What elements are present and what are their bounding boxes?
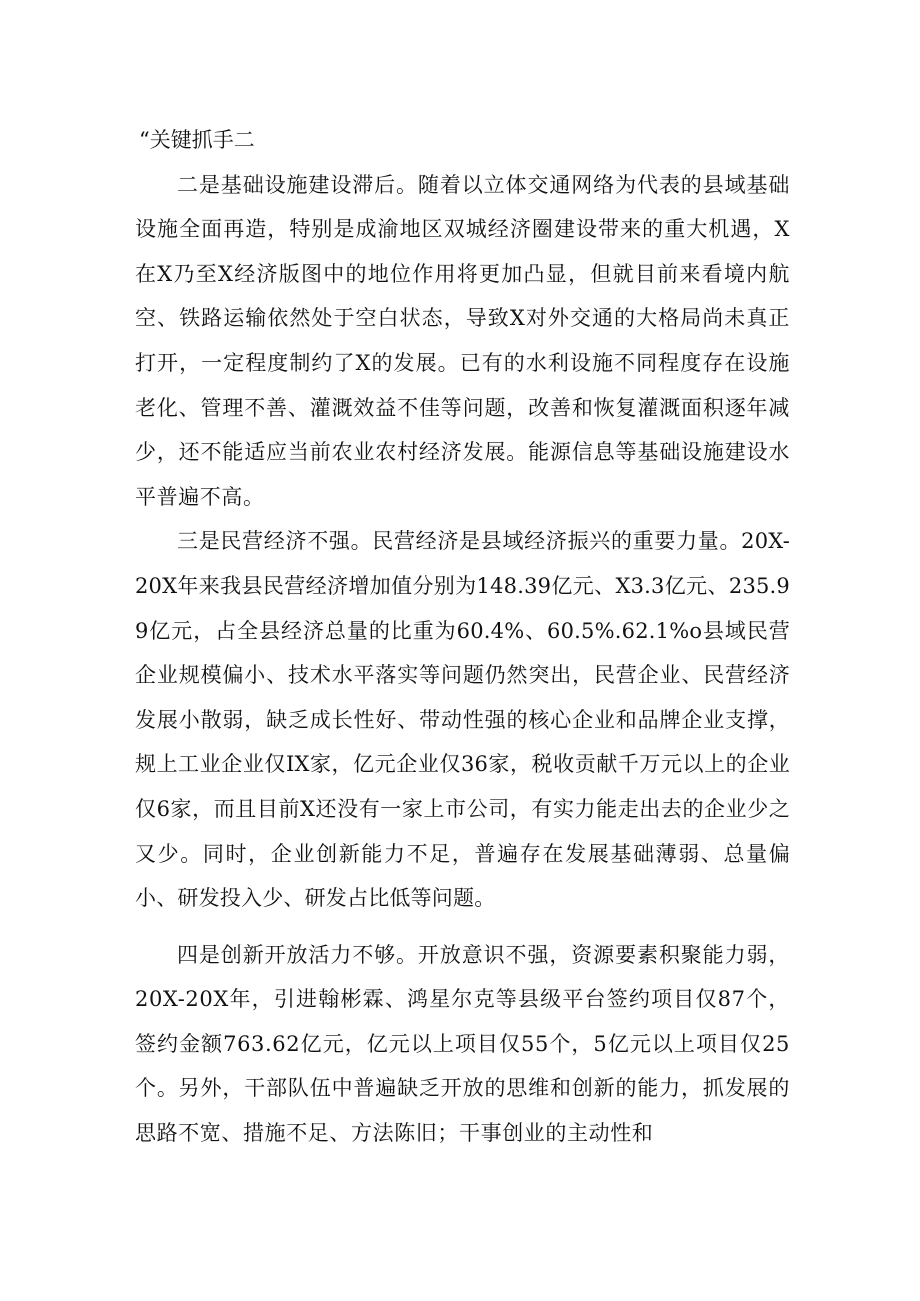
section-fragment: “关键抓手二 xyxy=(139,128,255,152)
paragraph-infrastructure: 二是基础设施建设滞后。随着以立体交通网络为代表的县域基础设施全面再造，特别是成渝地区双城经济圈建设带来的重大机遇，X在X乃至X经济版图中的地位作用将更加凸显，但就目前来看境内航空、铁路运输依然处于空白状态，导致X对外交通的大格局尚未真正打开，一定程度制约了X的发展。已有的水利设施不同程度存在设施老化、管理不善、灌溉效益不佳等问题，改善和恢复灌溉面积逐年减少，还不能适应当前农业农村经济发展。能源信息等基础设施建设水平普遍不高。 xyxy=(135,172,790,509)
paragraph-spacer xyxy=(135,921,790,933)
paragraph-private-economy: 三是民营经济不强。民营经济是县域经济振兴的重要力量。20X-20X年来我县民营经济增加值分别为148.39亿元、X3.3亿元、235.99亿元，占全县经济总量的比重为60.4%、60.5%.62.1%o县域民营企业规模偏小、技术水平落实等问题仍然突出，民营企业、民营经济发展小散弱，缺乏成长性好、带动性强的核心企业和品牌企业支撑，规上工业企业仅IX家，亿元企业仅36家，税收贡献千万元以上的企业仅6家，而且目前X还没有一家上市公司，有实力能走出去的企业少之又少。同时，企业创新能力不足，普遍存在发展基础薄弱、总量偏小、研发投入少、研发占比低等问题。 xyxy=(135,529,790,911)
paragraph-innovation-opening: 四是创新开放活力不够。开放意识不强，资源要素积聚能力弱，20X-20X年，引进翰彬霖、鸿星尔克等县级平台签约项目仅87个，签约金额763.62亿元，亿元以上项目仅55个，5亿元以上项目仅25个。另外，干部队伍中普遍缺乏开放的思维和创新的能力，抓发展的思路不宽、措施不足、方法陈旧；干事创业的主动性和 xyxy=(135,942,790,1146)
document-page xyxy=(135,118,790,1156)
